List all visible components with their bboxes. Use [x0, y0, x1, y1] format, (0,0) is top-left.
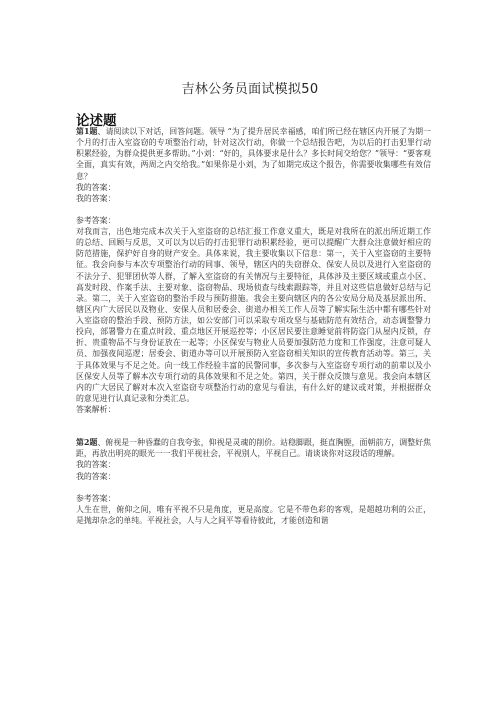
document-body — [76, 126, 431, 526]
section-heading: 论述题 — [76, 113, 117, 129]
question-1-number: 第1题 — [76, 127, 98, 136]
question-1-my-answer-label: 我的答案： — [76, 182, 116, 192]
question-1-prompt — [76, 126, 431, 182]
question-2-reference-answer: 人生在世，俯仰之间，唯有平视不只是角度，更是高度。它是不带色彩的客观，是超越功利的公正，是抛却杂念的单纯。平视社会，人与人之间平等看待彼此，才能创造和谐 — [76, 504, 431, 525]
question-2-number: 第2题 — [76, 438, 98, 448]
question-2-prompt — [76, 437, 431, 459]
question-2-my-answer-label: 我的答案： — [76, 460, 116, 470]
question-2-reference-label: 参考答案： — [76, 493, 116, 503]
spacer — [76, 482, 431, 493]
question-1-text: 、请阅读以下对话，回答问题。领导 “为了提升居民幸福感，咱们所已经在辖区内开展了为期一个月的打击入室盗窃的专项整治行动，针对这次行动，你做一个总结报告吧，为以后的打击犯罪行动积累经验，为群众提供更多帮助。”小刘：“好的，具体要求是什么？多长时间交给您？”领导：“要客观全面，真实有效，两周之内交给我。”如果你是小刘，为了如期完成这个报告，你需要收集哪些有效信息？ — [76, 127, 431, 181]
question-1-my-answer-label-2: 我的答案： — [76, 193, 116, 203]
question-2-my-answer-label-2: 我的答案： — [76, 471, 116, 481]
spacer — [76, 415, 431, 437]
question-1-analysis-label: 答案解析： — [76, 405, 116, 414]
question-1-reference-label: 参考答案： — [76, 215, 116, 225]
question-1-reference-answer: 对我而言，出色地完成本次关于入室盗窃的总结汇报工作意义重大，既是对我所在的派出所近期工作的总结、回顾与反思，又可以为以后的打击犯罪行动积累经验，更可以提醒广大群众注意做好相应的防范措施，保护好自身的财产安全。具体来说，我主要收集以下信息：第一，关于入室盗窃的主要特征。我会向参与本次专项整治行动的同事、领导，辖区内的失窃群众、保安人员以及进行入室盗窃的不法分子、犯罪团伙等人群，了解入室盗窃的有关情况与主要特征，具体涉及主要区域或重点小区、高发时段、作案手法、主要对象、盗窃物品、现场侦查与线索跟踪等，并且对这些信息做好总结与记录。第二，关于入室盗窃的整治手段与预防措施。我会主要向辖区内的各公安局分局及基层派出所、辖区内广大居民以及物业、安保人员和居委会、街道办相关工作人员等了解实际生活中都有哪些针对入室盗窃的整治手段、预防方法，如公安部门可以采取专项攻坚与基础防范有效结合，动态调整警力投向，部署警力在重点时段、重点地区开展巡控等；小区居民要注意睡觉前将防盗门从屋内反锁，存折、贵重物品不与身份证放在一起等；小区保安与物业人员要加强防范力度和工作强度，注意可疑人员、加强夜间巡逻；居委会、街道办等可以开展预防入室盗窃相关知识的宣传教育活动等。第三，关于具体效果与不足之处。向一线工作经验丰富的民警同事，多次参与入室盗窃专项行动的前辈以及小区保安人员等了解本次专项行动的具体效果和不足之处。第四，关于群众反馈与意见。我会向本辖区内的广大居民了解对本次入室盗窃专项整治行动的意见与看法，有什么好的建议或对策，并根据群众的意见进行认真记录和分类汇总。 — [76, 227, 431, 403]
spacer — [76, 204, 431, 215]
document-title: 吉林公务员面试模拟50 — [181, 82, 319, 97]
question-2-text: 、俯视是一种昏蠢的自我夸张，仰视是灵魂的削价。站稳脚跟，挺直胸膛，面朝前方，调整好焦距，再放出明亮的眼光一一我们平视社会，平视别人，平视自己。请谈谈你对这段话的理解。 — [76, 438, 431, 459]
